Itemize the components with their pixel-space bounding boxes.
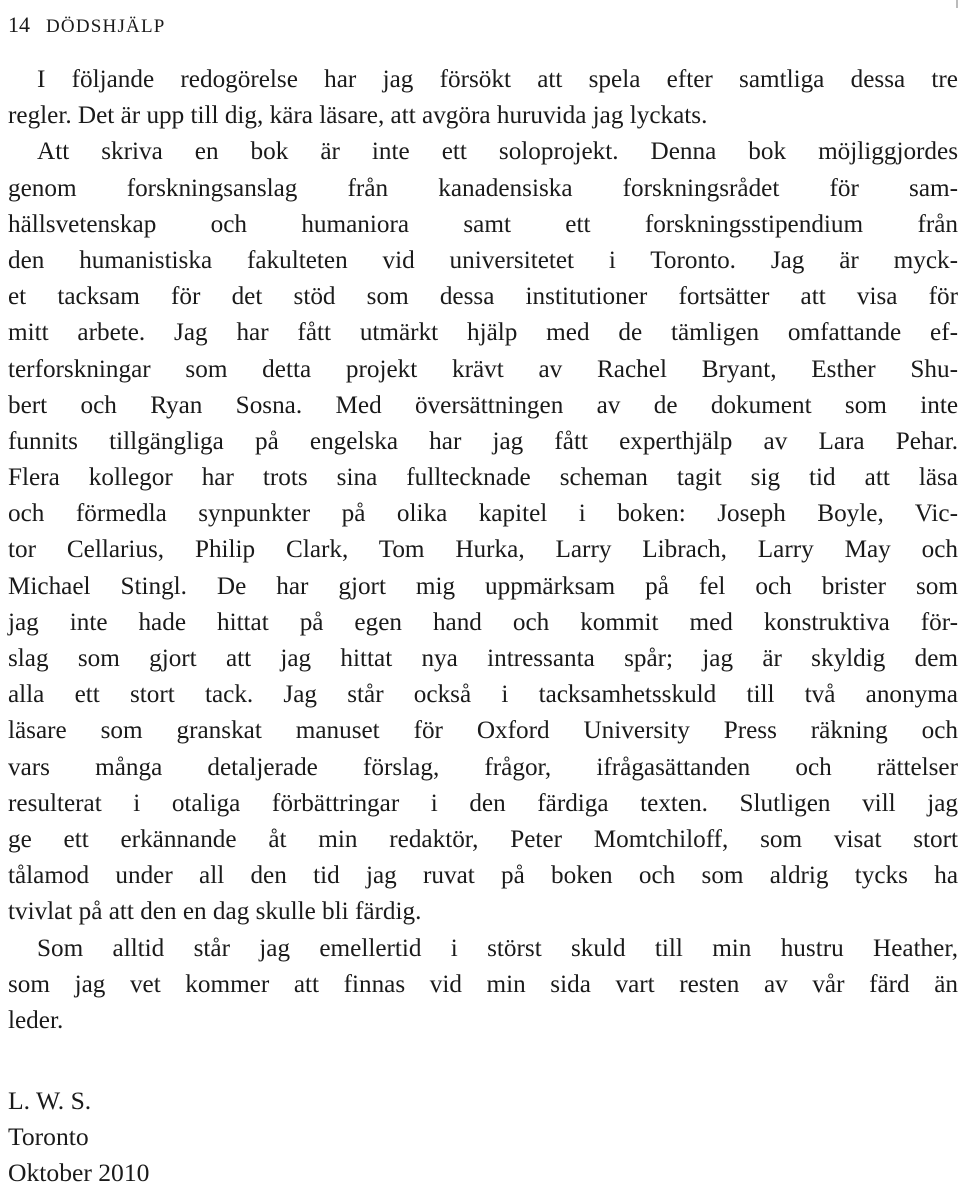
text-line: I följande redogörelse har jag försökt att spela efter samtliga dessa tre [37,66,958,93]
text-line: resulterat i otaliga förbättringar i den färdiga texten. Slutligen vill jag [8,789,958,817]
text-line: hällsvetenskap och humaniora samt ett forskningsstipendium från [8,210,958,238]
text-line: Att skriva en bok är inte ett soloprojekt. Denna bok möjliggjordes [37,138,958,166]
running-head [8,10,166,42]
text-line: bert och Ryan Sosna. Med översättningen av de dokument som inte [8,391,958,419]
text-line: alla ett stort tack. Jag står också i tacksamhetsskuld till två anonyma [8,681,958,709]
text-line: funnits tillgängliga på engelska har jag fått experthjälp av Lara Pehar. [8,427,958,455]
text-line: leder. [8,1006,64,1034]
text-line: et tacksam för det stöd som dessa institutioner fortsätter att visa för [8,283,958,311]
text-line: slag som gjort att jag hittat nya intressanta spår; jag är skyldig dem [8,645,958,672]
text-line: Michael Stingl. De har gjort mig uppmärksam på fel och brister som [8,572,958,600]
text-line: regler. Det är upp till dig, kära läsare, att avgöra huruvida jag lyckats. [8,102,708,130]
text-line: mitt arbete. Jag har fått utmärkt hjälp med de tämligen omfattande ef- [8,319,958,347]
text-line: tvivlat på att den en dag skulle bli färdig. [8,898,422,926]
text-line: Flera kollegor har trots sina fulltecknade scheman tagit sig tid att läsa [8,464,958,492]
text-line: jag inte hade hittat på egen hand och kommit med konstruktiva för- [8,608,958,636]
text-line: tor Cellarius, Philip Clark, Tom Hurka, Larry Librach, Larry May och [8,536,958,564]
text-line: genom forskningsanslag från kanadensiska forskningsrådet för sam- [8,174,958,202]
signature-date: Oktober 2010 [8,1158,150,1188]
text-line: Som alltid står jag emellertid i störst skuld till min hustru Heather, [37,934,958,962]
body-text [8,62,958,1039]
signature-initials: L. W. S. [8,1086,92,1115]
signature-place: Toronto [8,1122,89,1152]
text-line: och förmedla synpunkter på olika kapitel i boken: Joseph Boyle, Vic- [8,500,958,528]
chapter-title: DÖDSHJÄLP [46,16,166,37]
text-line: terforskningar som detta projekt krävt av Rachel Bryant, Esther Shu- [8,355,958,383]
text-line: läsare som granskat manuset för Oxford University Press räkning och [8,717,958,745]
text-line: ge ett erkännande åt min redaktör, Peter Momtchiloff, som visat stort [8,825,958,853]
page-number: 14 [8,12,30,37]
page-edge-mark [956,0,958,8]
text-line: den humanistiska fakulteten vid universitetet i Toronto. Jag är myck- [8,246,958,274]
text-line: som jag vet kommer att finnas vid min sida vart resten av vår färd än [8,970,958,998]
signature-block [8,1083,149,1192]
text-line: tålamod under all den tid jag ruvat på boken och som aldrig tycks ha [8,862,958,890]
text-line: vars många detaljerade förslag, frågor, ifrågasättanden och rättelser [8,753,958,781]
